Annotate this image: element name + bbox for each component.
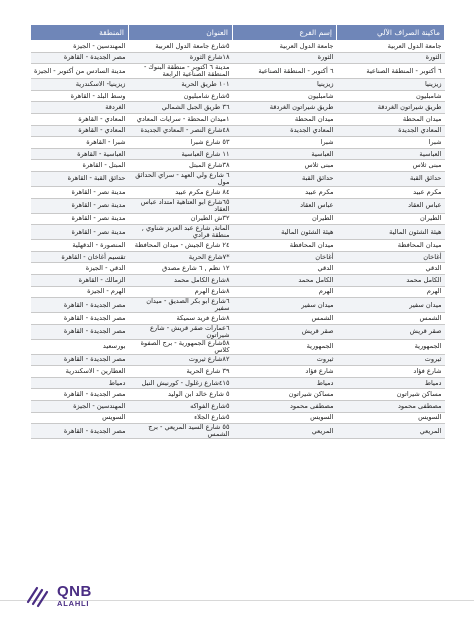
cell-address: ٦شارع ابو بكر الصديق - ميدان سفير xyxy=(129,298,233,313)
cell-region: دمياط xyxy=(31,377,129,389)
cell-branch-name: الدقي xyxy=(233,263,337,275)
cell-address: ٤٨شارع النصر - المعادي الجديدة xyxy=(129,125,233,137)
table-row xyxy=(31,148,445,160)
cell-region: زيزينيا- الاسكندرية xyxy=(31,79,129,91)
table-row xyxy=(31,324,445,339)
cell-address: ٤١٥شارع زغلول - كورنيش النيل xyxy=(129,377,233,389)
table-row xyxy=(31,198,445,213)
cell-atm: مصطفى محمود xyxy=(337,401,445,413)
cell-branch-name: جامعة الدول العربية xyxy=(233,41,337,53)
cell-atm: الطيران xyxy=(337,213,445,225)
cell-address: ١٠١ طريق الحرية xyxy=(129,79,233,91)
cell-atm: الهرم xyxy=(337,286,445,298)
cell-region: تقسيم أغاخان - القاهرة xyxy=(31,251,129,263)
table-row xyxy=(31,213,445,225)
table-row xyxy=(31,125,445,137)
cell-region: مصر الجديدة - القاهرة xyxy=(31,313,129,325)
cell-address: ٨شارع فريد سميكة xyxy=(129,313,233,325)
cell-branch-name: دمياط xyxy=(233,377,337,389)
cell-region: مصر الجديدة - القاهرة xyxy=(31,389,129,401)
cell-region: مدينة نصر - القاهرة xyxy=(31,198,129,213)
cell-region: مصر الجديدة - القاهرة xyxy=(31,424,129,439)
cell-atm: حدائق القبة xyxy=(337,171,445,186)
cell-address: ٥ شارع خالد ابن الوليد xyxy=(129,389,233,401)
table-row xyxy=(31,52,445,64)
cell-atm: المريعي xyxy=(337,424,445,439)
cell-region: مصر الجديدة - القاهرة xyxy=(31,52,129,64)
header-region: المنطقة xyxy=(31,25,129,41)
cell-branch-name: عباس العقاد xyxy=(233,198,337,213)
cell-region: بورسعيد xyxy=(31,339,129,354)
cell-atm: الجمهورية xyxy=(337,339,445,354)
cell-region: المعادي - القاهرة xyxy=(31,125,129,137)
table-row xyxy=(31,313,445,325)
cell-region: العباسية - القاهرة xyxy=(31,148,129,160)
table-row xyxy=(31,401,445,413)
cell-region: العطارين - الاسكندرية xyxy=(31,366,129,378)
table-row xyxy=(31,263,445,275)
cell-region: وسط البلد - القاهرة xyxy=(31,90,129,102)
cell-atm: أغاخان xyxy=(337,251,445,263)
table-row xyxy=(31,251,445,263)
cell-atm: مبنى ثلاس xyxy=(337,160,445,172)
cell-atm: عباس العقاد xyxy=(337,198,445,213)
table-row xyxy=(31,102,445,114)
table-header-row xyxy=(31,25,445,41)
cell-region: حدائق القبة - القاهرة xyxy=(31,171,129,186)
cell-branch-name: صقر قريش xyxy=(233,324,337,339)
table-row xyxy=(31,160,445,172)
cell-branch-name: المريعي xyxy=(233,424,337,439)
cell-region: الزمالك - القاهرة xyxy=(31,274,129,286)
cell-atm: طريق شيراتون الغردقة xyxy=(337,102,445,114)
cell-region: مصر الجديدة - القاهرة xyxy=(31,324,129,339)
cell-region: مصر الجديدة - القاهرة xyxy=(31,354,129,366)
cell-atm: مساكن شيراتون xyxy=(337,389,445,401)
cell-address: ٥شارع الجلاء xyxy=(129,412,233,424)
cell-address: ٥شارع جامعة الدول العربية xyxy=(129,41,233,53)
cell-branch-name: هيئة الشئون المالية xyxy=(233,225,337,240)
cell-branch-name: شبرا xyxy=(233,137,337,149)
cell-atm: الكامل محمد xyxy=(337,274,445,286)
cell-atm: الشمس xyxy=(337,313,445,325)
qnb-logo-icon xyxy=(24,582,52,610)
atm-locations-table xyxy=(30,24,445,439)
cell-region: مدينة نصر - القاهرة xyxy=(31,225,129,240)
cell-address: ٨شارع الكامل محمد xyxy=(129,274,233,286)
cell-atm: العباسية xyxy=(337,148,445,160)
cell-atm: ميدان المحطة xyxy=(337,113,445,125)
cell-address: ١ميدان المحطة - سرايات المعادي xyxy=(129,113,233,125)
table-row xyxy=(31,90,445,102)
table-row xyxy=(31,41,445,53)
cell-region: السويس xyxy=(31,412,129,424)
table-row xyxy=(31,377,445,389)
cell-address: ١٢ نظم , ٦ شارع مصدق xyxy=(129,263,233,275)
cell-address: ٣٨شارع المبتل xyxy=(129,160,233,172)
cell-address: ٥شارع الفواكه xyxy=(129,401,233,413)
cell-address: ٣٦ طريق الجبل الشمالي xyxy=(129,102,233,114)
cell-branch-name: شارع فؤاد xyxy=(233,366,337,378)
cell-branch-name: مساكن شيراتون xyxy=(233,389,337,401)
cell-branch-name: ميدان سفير xyxy=(233,298,337,313)
cell-branch-name: الكامل محمد xyxy=(233,274,337,286)
cell-region: مدينة نصر - القاهرة xyxy=(31,213,129,225)
brand-name: QNB xyxy=(57,583,92,600)
table-row xyxy=(31,412,445,424)
cell-address: ٦ شارع ولي العهد - سراي الحدائق مول xyxy=(129,171,233,186)
cell-branch-name: مصطفى محمود xyxy=(233,401,337,413)
cell-atm: زيزينيا xyxy=(337,79,445,91)
cell-address: ٨٢شارع ثيروت xyxy=(129,354,233,366)
cell-atm: صقر قريش xyxy=(337,324,445,339)
cell-branch-name: العباسية xyxy=(233,148,337,160)
cell-address: ٦عمارات صقر قريش - شارع شيراتون xyxy=(129,324,233,339)
table-row xyxy=(31,366,445,378)
cell-atm: هيئة الشئون المالية xyxy=(337,225,445,240)
cell-address: المانة, شارع عبد العزيز شناوي , منطقة قرادي xyxy=(129,225,233,240)
cell-address: مدينة ٦ أكتوبر - منطقة البنوك - المنطقة الصناعية الرابعة xyxy=(129,64,233,79)
table-row xyxy=(31,298,445,313)
cell-atm: الدقي xyxy=(337,263,445,275)
table-body xyxy=(31,41,445,439)
brand-sub: ALAHLI xyxy=(57,599,90,608)
cell-address: ٥٣ شارع شبرا xyxy=(129,137,233,149)
header-address: العنوان xyxy=(129,25,233,41)
cell-atm: المعادي الجديدة xyxy=(337,125,445,137)
cell-atm: ميدان المحافظة xyxy=(337,240,445,252)
cell-atm: دمياط xyxy=(337,377,445,389)
cell-region: الدقي - الجيزة xyxy=(31,263,129,275)
table-row xyxy=(31,354,445,366)
cell-address: ٨٤ شارع مكرم عبيد xyxy=(129,186,233,198)
cell-address: ٥٨شارع الجمهورية - برج الصفوة كلاس xyxy=(129,339,233,354)
table-row xyxy=(31,286,445,298)
table-row xyxy=(31,339,445,354)
cell-address: ٥شارع شامبليون xyxy=(129,90,233,102)
cell-atm: مكرم عبيد xyxy=(337,186,445,198)
cell-region: المهندسين - الجيزة xyxy=(31,41,129,53)
table-row xyxy=(31,171,445,186)
cell-atm: السويس xyxy=(337,412,445,424)
cell-region: مصر الجديدة - القاهرة xyxy=(31,298,129,313)
cell-branch-name: ثيروت xyxy=(233,354,337,366)
cell-branch-name: الثورة xyxy=(233,52,337,64)
cell-atm: ميدان سفير xyxy=(337,298,445,313)
cell-address: ٦٥شارع ابو العتاهية امتداد عباس العقاد xyxy=(129,198,233,213)
cell-address: ١١ شارع العباسية xyxy=(129,148,233,160)
table-row xyxy=(31,113,445,125)
qnb-logo-text xyxy=(57,584,92,608)
cell-branch-name: مبنى ثلاس xyxy=(233,160,337,172)
cell-region: شبرا - القاهرة xyxy=(31,137,129,149)
cell-atm: ٦ أكتوبر - المنطقة الصناعية xyxy=(337,64,445,79)
cell-branch-name: ميدان المحطة xyxy=(233,113,337,125)
cell-address: ٣٢ش الطيران xyxy=(129,213,233,225)
table-row xyxy=(31,137,445,149)
table-row xyxy=(31,79,445,91)
cell-region: مدينة نصر - القاهرة xyxy=(31,186,129,198)
cell-branch-name: طريق شيراتون الغردقة xyxy=(233,102,337,114)
cell-address: ٥٥ شارع السيد المريعي - برج الشمس xyxy=(129,424,233,439)
cell-branch-name: شامبليون xyxy=(233,90,337,102)
qnb-logo xyxy=(24,582,92,610)
cell-branch-name: السويس xyxy=(233,412,337,424)
cell-region: مدينة السادس من أكتوبر - الجيزة xyxy=(31,64,129,79)
cell-region: المعادي - القاهرة xyxy=(31,113,129,125)
cell-branch-name: زيزينيا xyxy=(233,79,337,91)
table-row xyxy=(31,240,445,252)
cell-address: ٨شارع الهرم xyxy=(129,286,233,298)
cell-branch-name: ميدان المحافظة xyxy=(233,240,337,252)
cell-branch-name: حدائق القبة xyxy=(233,171,337,186)
cell-atm: شامبليون xyxy=(337,90,445,102)
cell-branch-name: الجمهورية xyxy=(233,339,337,354)
cell-branch-name: الهرم xyxy=(233,286,337,298)
cell-branch-name: المعادي الجديدة xyxy=(233,125,337,137)
cell-branch-name: أغاخان xyxy=(233,251,337,263)
cell-atm: شارع فؤاد xyxy=(337,366,445,378)
atm-locations-sheet xyxy=(30,24,444,439)
table-row xyxy=(31,186,445,198)
cell-atm: شبرا xyxy=(337,137,445,149)
cell-address: ٣٩ شارع الحرية xyxy=(129,366,233,378)
header-branch-name: إسم الفرع xyxy=(233,25,337,41)
table-row xyxy=(31,274,445,286)
cell-atm: جامعة الدول العربية xyxy=(337,41,445,53)
table-row xyxy=(31,424,445,439)
cell-atm: ثيروت xyxy=(337,354,445,366)
cell-region: الغردقة xyxy=(31,102,129,114)
header-atm: ماكينة الصراف الآلي xyxy=(337,25,445,41)
cell-region: المبتل - القاهرة xyxy=(31,160,129,172)
cell-address: ٢٤ شارع الجيش - ميدان المحافظة xyxy=(129,240,233,252)
cell-region: المنصورة - الدقهلية xyxy=(31,240,129,252)
cell-branch-name: الشمس xyxy=(233,313,337,325)
cell-branch-name: ٦ أكتوبر - المنطقة الصناعية xyxy=(233,64,337,79)
cell-region: الهرم - الجيزة xyxy=(31,286,129,298)
cell-branch-name: مكرم عبيد xyxy=(233,186,337,198)
table-row xyxy=(31,225,445,240)
cell-region: المهندسين - الجيزة xyxy=(31,401,129,413)
cell-address: ١٨شارع الثورة xyxy=(129,52,233,64)
cell-atm: الثورة xyxy=(337,52,445,64)
cell-address: *٧شارع الحرية xyxy=(129,251,233,263)
cell-branch-name: الطيران xyxy=(233,213,337,225)
table-row xyxy=(31,64,445,79)
table-row xyxy=(31,389,445,401)
